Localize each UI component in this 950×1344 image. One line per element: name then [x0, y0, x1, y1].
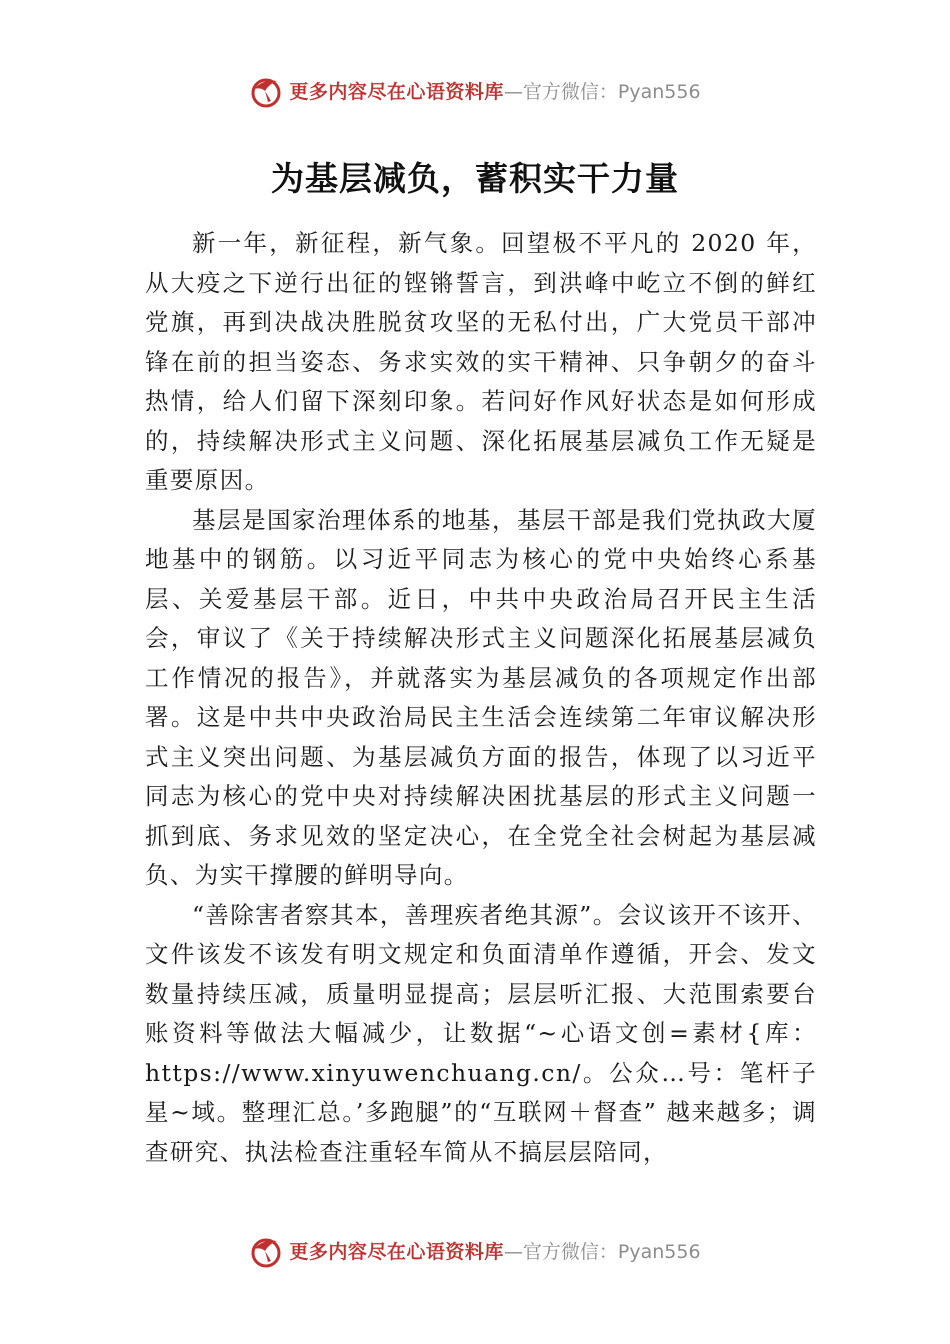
- footer-banner: [0, 1232, 950, 1272]
- banner-brand-text: 更多内容尽在心语资料库: [289, 80, 504, 103]
- paragraph-3: “善除害者察其本，善理疾者绝其源”。会议该开不该开、文件该发不该发有明文规定和负面清单作遵循，开会、发文数量持续压减，质量明显提高；层层听汇报、大范围索要台账资料等做法大幅减少，让数据“~心语文创=素材{库：https://www.xinyuwenchuang.cn/。公众…号：笔杆子星~域。整理汇总。’多跑腿”的“互联网＋督查” 越来越多；调查研究、执法检查注重轻车简从不搞层层陪同，: [145, 900, 817, 1166]
- paragraph-1: 新一年，新征程，新气象。回望极不平凡的 2020 年，从大疫之下逆行出征的铿锵誓言，到洪峰中屹立不倒的鲜红党旗，再到决战决胜脱贫攻坚的无私付出，广大党员干部冲锋在前的担当姿态、务求实效的实干精神、只争朝夕的奋斗热情，给人们留下深刻印象。若问好作风好状态是如何形成的，持续解决形式主义问题、深化拓展基层减负工作无疑是重要原因。: [145, 229, 817, 494]
- document-body: [145, 224, 817, 1172]
- paragraph-2: 基层是国家治理体系的地基，基层干部是我们党执政大厦地基中的钢筋。以习近平同志为核心的党中央始终心系基层、关爱基层干部。近日，中共中央政治局召开民主生活会，审议了《关于持续解决形式主义问题深化拓展基层减负工作情况的报告》，并就落实为基层减负的各项规定作出部署。这是中共中央政治局民主生活会连续第二年审议解决形式主义突出问题、为基层减负方面的报告，体现了以习近平同志为核心的党中央对持续解决困扰基层的形式主义问题一抓到底、务求见效的坚定决心，在全党全社会树起为基层减负、为实干撑腰的鲜明导向。: [145, 505, 817, 889]
- bird-on-circle-logo-icon: [249, 1235, 283, 1269]
- banner-text: [289, 1240, 701, 1263]
- bird-on-circle-logo-icon: [249, 75, 283, 109]
- banner-separator: —: [503, 80, 523, 103]
- banner-wechat-text: 官方微信：Pyan556: [522, 1240, 701, 1263]
- document-title: 为基层减负，蓄积实干力量: [271, 159, 679, 198]
- header-banner: [0, 72, 950, 112]
- banner-separator: —: [503, 1240, 523, 1263]
- banner-brand-text: 更多内容尽在心语资料库: [289, 1240, 504, 1263]
- banner-wechat-text: 官方微信：Pyan556: [522, 80, 701, 103]
- banner-text: [289, 80, 701, 103]
